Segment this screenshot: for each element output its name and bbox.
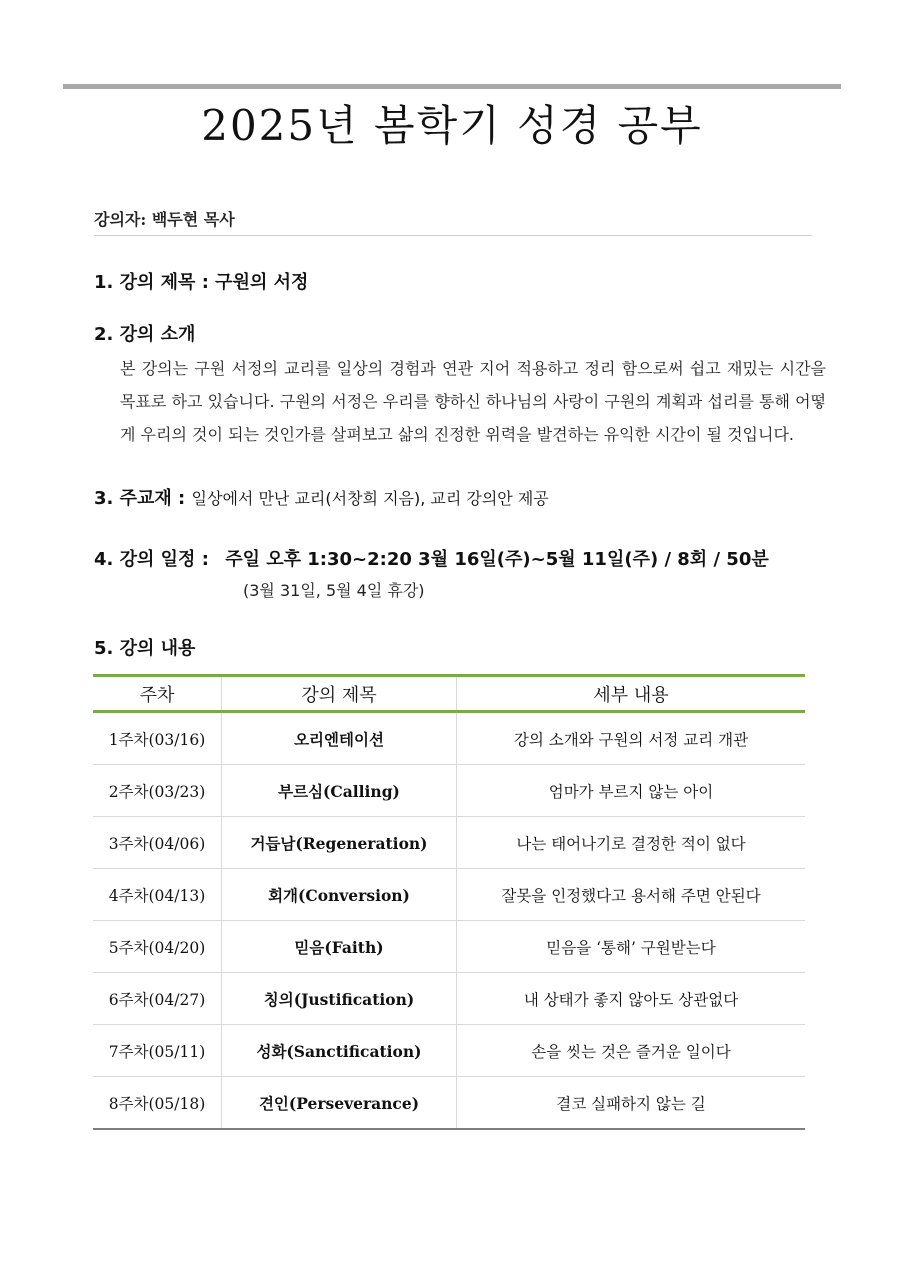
section-2-title: 2. 강의 소개: [94, 324, 196, 345]
cell-title: 회개(Conversion): [222, 869, 457, 921]
cell-week: 7주차(05/11): [93, 1025, 222, 1077]
section-1-title: 1. 강의 제목 : 구원의 서정: [94, 272, 309, 293]
cell-week: 2주차(03/23): [93, 765, 222, 817]
section-5-title: 5. 강의 내용: [94, 638, 196, 659]
table-row: [93, 921, 805, 973]
header-week: 주차: [93, 676, 222, 712]
cell-week: 1주차(03/16): [93, 712, 222, 765]
lecture-plan-table: [93, 674, 805, 1130]
cell-title: 부르심(Calling): [222, 765, 457, 817]
lecturer-divider: [94, 235, 812, 236]
schedule-text: 주일 오후 1:30~2:20 3월 16일(주)~5월 11일(주) / 8회 / 50분: [225, 549, 769, 570]
cell-title: 성화(Sanctification): [222, 1025, 457, 1077]
cell-detail: 엄마가 부르지 않는 아이: [457, 765, 806, 817]
cell-detail: 믿음을 ‘통해’ 구원받는다: [457, 921, 806, 973]
cell-title: 믿음(Faith): [222, 921, 457, 973]
cell-detail: 강의 소개와 구원의 서정 교리 개관: [457, 712, 806, 765]
section-4-label: 4. 강의 일정 :: [94, 549, 209, 570]
section-3: [94, 484, 549, 510]
section-4: [94, 545, 769, 571]
cell-title: 견인(Perseverance): [222, 1077, 457, 1130]
cell-week: 8주차(05/18): [93, 1077, 222, 1130]
cell-week: 3주차(04/06): [93, 817, 222, 869]
section-3-text: 일상에서 만난 교리(서창희 지음), 교리 강의안 제공: [191, 489, 549, 508]
cell-detail: 손을 씻는 것은 즐거운 일이다: [457, 1025, 806, 1077]
section-3-label: 3. 주교재 :: [94, 488, 186, 509]
lecturer-line: 강의자: 백두현 목사: [94, 210, 235, 229]
header-title: 강의 제목: [222, 676, 457, 712]
table-row: [93, 869, 805, 921]
cell-title: 오리엔테이션: [222, 712, 457, 765]
table-header-row: [93, 676, 805, 712]
table-row: [93, 817, 805, 869]
cell-week: 6주차(04/27): [93, 973, 222, 1025]
top-rule: [63, 84, 841, 89]
table-row: [93, 712, 805, 765]
cell-week: 5주차(04/20): [93, 921, 222, 973]
cell-title: 칭의(Justification): [222, 973, 457, 1025]
schedule-note: (3월 31일, 5월 4일 휴강): [243, 581, 425, 600]
table-row: [93, 765, 805, 817]
header-detail: 세부 내용: [457, 676, 806, 712]
section-2-body: 본 강의는 구원 서정의 교리를 일상의 경험과 연관 지어 적용하고 정리 함으로써 쉽고 재밌는 시간을 목표로 하고 있습니다. 구원의 서정은 우리를 향하신 하나님의 사랑이 구원의 계획과 섭리를 통해 어떻게 우리의 것이 되는 것인가를 살펴보고 삶의 진정한 위력을 발견하는 유익한 시간이 될 것입니다.: [120, 359, 826, 444]
cell-detail: 잘못을 인정했다고 용서해 주면 안된다: [457, 869, 806, 921]
cell-title: 거듭남(Regeneration): [222, 817, 457, 869]
cell-detail: 내 상태가 좋지 않아도 상관없다: [457, 973, 806, 1025]
table-row: [93, 1077, 805, 1130]
cell-week: 4주차(04/13): [93, 869, 222, 921]
cell-detail: 나는 태어나기로 결정한 적이 없다: [457, 817, 806, 869]
cell-detail: 결코 실패하지 않는 길: [457, 1077, 806, 1130]
document-title: 2025년 봄학기 성경 공부: [201, 101, 703, 150]
table-row: [93, 973, 805, 1025]
table-row: [93, 1025, 805, 1077]
